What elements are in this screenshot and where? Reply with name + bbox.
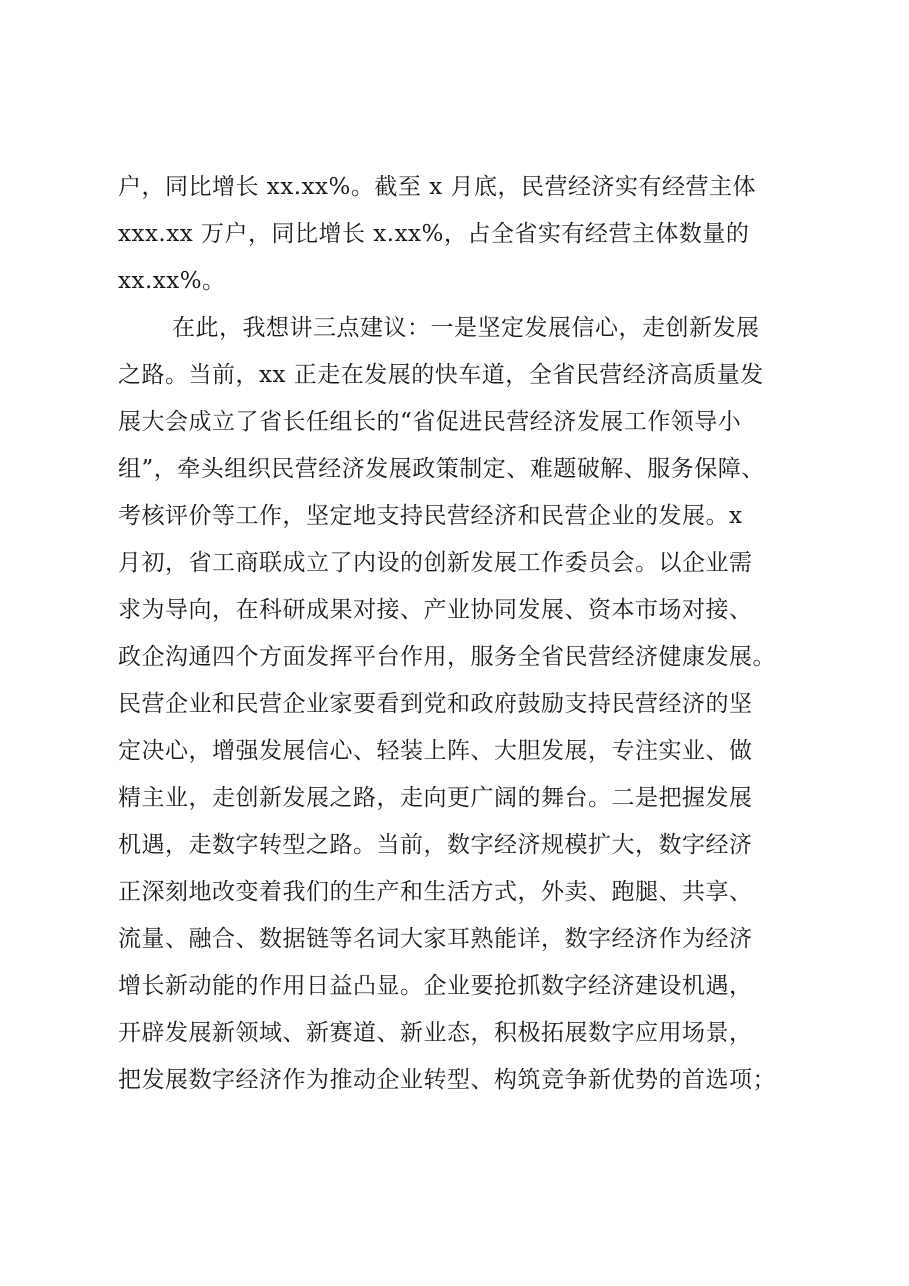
text-line: 月初，省工商联成立了内设的创新发展工作委员会。以企业需 [118,550,753,576]
text-line: 展大会成立了省长任组长的“省促进民营经济发展工作领导小 [118,409,742,435]
text-line: 精主业，走创新发展之路，走向更广阔的舞台。二是把握发展 [118,785,753,811]
text-line: 政企沟通四个方面发挥平台作用，服务全省民营经济健康发展。 [118,644,776,670]
text-line: 增长新动能的作用日益凸显。企业要抢抓数字经济建设机遇， [118,973,753,999]
text-line: xxx.xx 万户，同比增长 x.xx%，占全省实有经营主体数量的 [118,221,750,247]
text-line: 正深刻地改变着我们的生产和生活方式，外卖、跑腿、共享、 [118,879,753,905]
paragraph-first-line: 在此，我想讲三点建议：一是坚定发展信心，走创新发展 [172,315,760,341]
text-line: 民营企业和民营企业家要看到党和政府鼓励支持民营经济的坚 [118,691,753,717]
text-line: 把发展数字经济作为推动企业转型、构筑竞争新优势的首选项； [118,1067,776,1093]
text-line: 定决心，增强发展信心、轻装上阵、大胆发展，专注实业、做 [118,738,753,764]
text-line: 机遇，走数字转型之路。当前，数字经济规模扩大，数字经济 [118,832,753,858]
text-line: 户，同比增长 xx.xx%。截至 x 月底，民营经济实有经营主体 [118,174,756,200]
text-line: 考核评价等工作，坚定地支持民营经济和民营企业的发展。x [118,503,743,529]
text-line: 流量、融合、数据链等名词大家耳熟能详，数字经济作为经济 [118,926,753,952]
text-line: 之路。当前，xx 正走在发展的快车道，全省民营经济高质量发 [118,362,764,388]
text-line: 组”，牵头组织民营经济发展政策制定、难题破解、服务保障、 [118,456,765,482]
text-line: 开辟发展新领域、新赛道、新业态，积极拓展数字应用场景， [118,1020,753,1046]
text-line: xx.xx%。 [118,268,226,294]
text-line: 求为导向，在科研成果对接、产业协同发展、资本市场对接、 [118,597,753,623]
